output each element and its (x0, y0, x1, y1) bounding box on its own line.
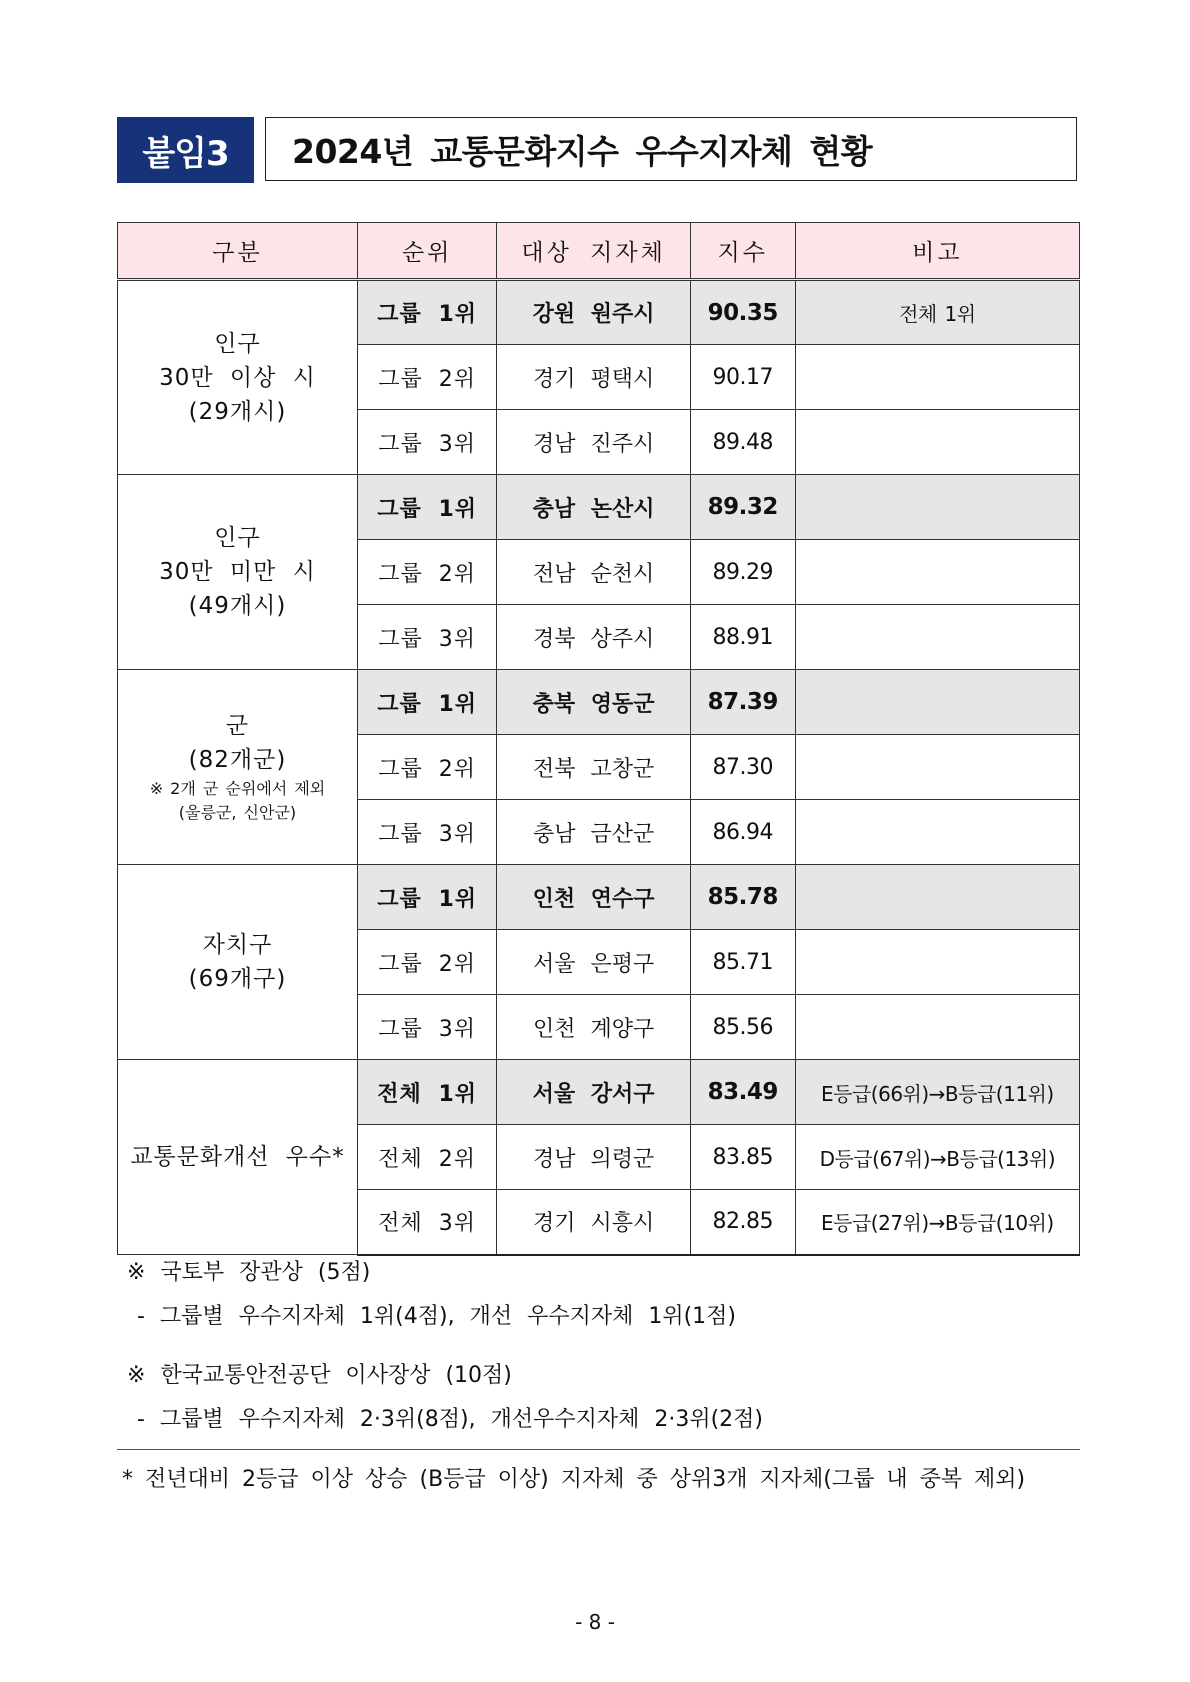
group-label-cell (118, 475, 358, 670)
group-label-line: (82개군) (188, 747, 287, 773)
remark-cell (795, 475, 1079, 540)
index-cell: 86.94 (690, 800, 795, 865)
region-cell: 서울 강서구 (497, 1060, 690, 1125)
index-cell: 89.48 (690, 410, 795, 475)
rank-cell: 그룹 3위 (357, 605, 496, 670)
group-label-line: 인구 (214, 525, 261, 551)
rank-cell: 그룹 3위 (357, 995, 496, 1060)
remark-cell (795, 735, 1079, 800)
index-cell: 85.56 (690, 995, 795, 1060)
group-label-cell (118, 1060, 358, 1255)
group-exclusion-note: ※ 2개 군 순위에서 제외 (149, 779, 326, 798)
rank-cell: 그룹 2위 (357, 930, 496, 995)
group-label-line: 군 (225, 713, 250, 739)
remark-cell: D등급(67위)→B등급(13위) (795, 1125, 1079, 1190)
rank-cell: 그룹 1위 (357, 670, 496, 735)
column-header-region: 대상 지자체 (497, 223, 690, 280)
index-cell: 88.91 (690, 605, 795, 670)
page-title-box (265, 117, 1077, 181)
remark-cell (795, 345, 1079, 410)
group-label-line: 인구 (214, 330, 261, 357)
rank-cell: 그룹 3위 (357, 800, 496, 865)
group-label-line: 30만 미만 시 (159, 559, 316, 585)
award-note-minister: ※ 국토부 장관상 (5점) (127, 1260, 371, 1285)
region-cell: 경북 상주시 (497, 605, 690, 670)
remark-cell: E등급(27위)→B등급(10위) (795, 1190, 1079, 1255)
rank-cell: 그룹 1위 (357, 865, 496, 930)
remark-cell: 전체 1위 (795, 280, 1079, 345)
index-cell: 82.85 (690, 1190, 795, 1255)
region-cell: 인천 연수구 (497, 865, 690, 930)
table-row (118, 670, 1080, 735)
award-note-minister-detail: - 그룹별 우수지자체 1위(4점), 개선 우수지자체 1위(1점) (137, 1304, 737, 1329)
footnote: * 전년대비 2등급 이상 상승 (B등급 이상) 지자체 중 상위3개 지자체(그룹 내 중복 제외) (122, 1467, 1026, 1492)
table-row (118, 1060, 1080, 1125)
remark-cell (795, 410, 1079, 475)
remark-cell (795, 540, 1079, 605)
rank-cell: 전체 3위 (357, 1190, 496, 1255)
group-exclusion-note: (울릉군, 신안군) (178, 803, 297, 822)
group-label-line: 교통문화개선 우수* (130, 1144, 345, 1170)
rank-cell: 전체 2위 (357, 1125, 496, 1190)
rank-cell: 그룹 1위 (357, 280, 496, 345)
column-header-index: 지수 (690, 223, 795, 280)
remark-cell (795, 605, 1079, 670)
region-cell: 경기 평택시 (497, 345, 690, 410)
region-cell: 충북 영동군 (497, 670, 690, 735)
remark-cell (795, 800, 1079, 865)
group-label-line: 30만 이상 시 (159, 364, 316, 391)
table-row (118, 865, 1080, 930)
table-body (118, 280, 1080, 1255)
index-cell: 89.32 (690, 475, 795, 540)
index-cell: 90.35 (690, 280, 795, 345)
group-label-cell (118, 865, 358, 1060)
index-cell: 89.29 (690, 540, 795, 605)
region-cell: 충남 논산시 (497, 475, 690, 540)
index-cell: 87.30 (690, 735, 795, 800)
page-header (117, 117, 1077, 183)
remark-cell: E등급(66위)→B등급(11위) (795, 1060, 1079, 1125)
region-cell: 경기 시흥시 (497, 1190, 690, 1255)
table-header-row (118, 223, 1080, 280)
ranking-table (117, 222, 1080, 1256)
rank-cell: 그룹 3위 (357, 410, 496, 475)
remark-cell (795, 670, 1079, 735)
index-cell: 87.39 (690, 670, 795, 735)
table-row (118, 280, 1080, 345)
page-number: - 8 - (575, 1610, 615, 1634)
rank-cell: 그룹 2위 (357, 345, 496, 410)
index-cell: 83.49 (690, 1060, 795, 1125)
rank-cell: 그룹 2위 (357, 735, 496, 800)
region-cell: 충남 금산군 (497, 800, 690, 865)
group-label-line: (29개시) (188, 398, 287, 425)
index-cell: 85.78 (690, 865, 795, 930)
remark-cell (795, 995, 1079, 1060)
region-cell: 강원 원주시 (497, 280, 690, 345)
attachment-tag: 붙임3 (117, 117, 254, 183)
page-title: 2024년 교통문화지수 우수지자체 현황 (292, 131, 873, 171)
group-label-line: (49개시) (188, 593, 287, 619)
award-note-kotsa: ※ 한국교통안전공단 이사장상 (10점) (127, 1363, 512, 1388)
table-row (118, 475, 1080, 540)
column-header-remark: 비고 (795, 223, 1079, 280)
index-cell: 85.71 (690, 930, 795, 995)
rank-cell: 그룹 1위 (357, 475, 496, 540)
index-cell: 83.85 (690, 1125, 795, 1190)
group-label-cell (118, 670, 358, 865)
region-cell: 경남 진주시 (497, 410, 690, 475)
remark-cell (795, 930, 1079, 995)
region-cell: 전북 고창군 (497, 735, 690, 800)
rank-cell: 그룹 2위 (357, 540, 496, 605)
award-note-kotsa-detail: - 그룹별 우수지자체 2·3위(8점), 개선우수지자체 2·3위(2점) (137, 1407, 763, 1432)
remark-cell (795, 865, 1079, 930)
footnote-divider (117, 1449, 1080, 1450)
region-cell: 서울 은평구 (497, 930, 690, 995)
column-header-rank: 순위 (357, 223, 496, 280)
column-header-category: 구분 (118, 223, 358, 280)
region-cell: 인천 계양구 (497, 995, 690, 1060)
region-cell: 경남 의령군 (497, 1125, 690, 1190)
group-label-line: 자치구 (202, 932, 273, 958)
region-cell: 전남 순천시 (497, 540, 690, 605)
index-cell: 90.17 (690, 345, 795, 410)
rank-cell: 전체 1위 (357, 1060, 496, 1125)
group-label-cell (118, 280, 358, 475)
group-label-line: (69개구) (188, 966, 287, 992)
